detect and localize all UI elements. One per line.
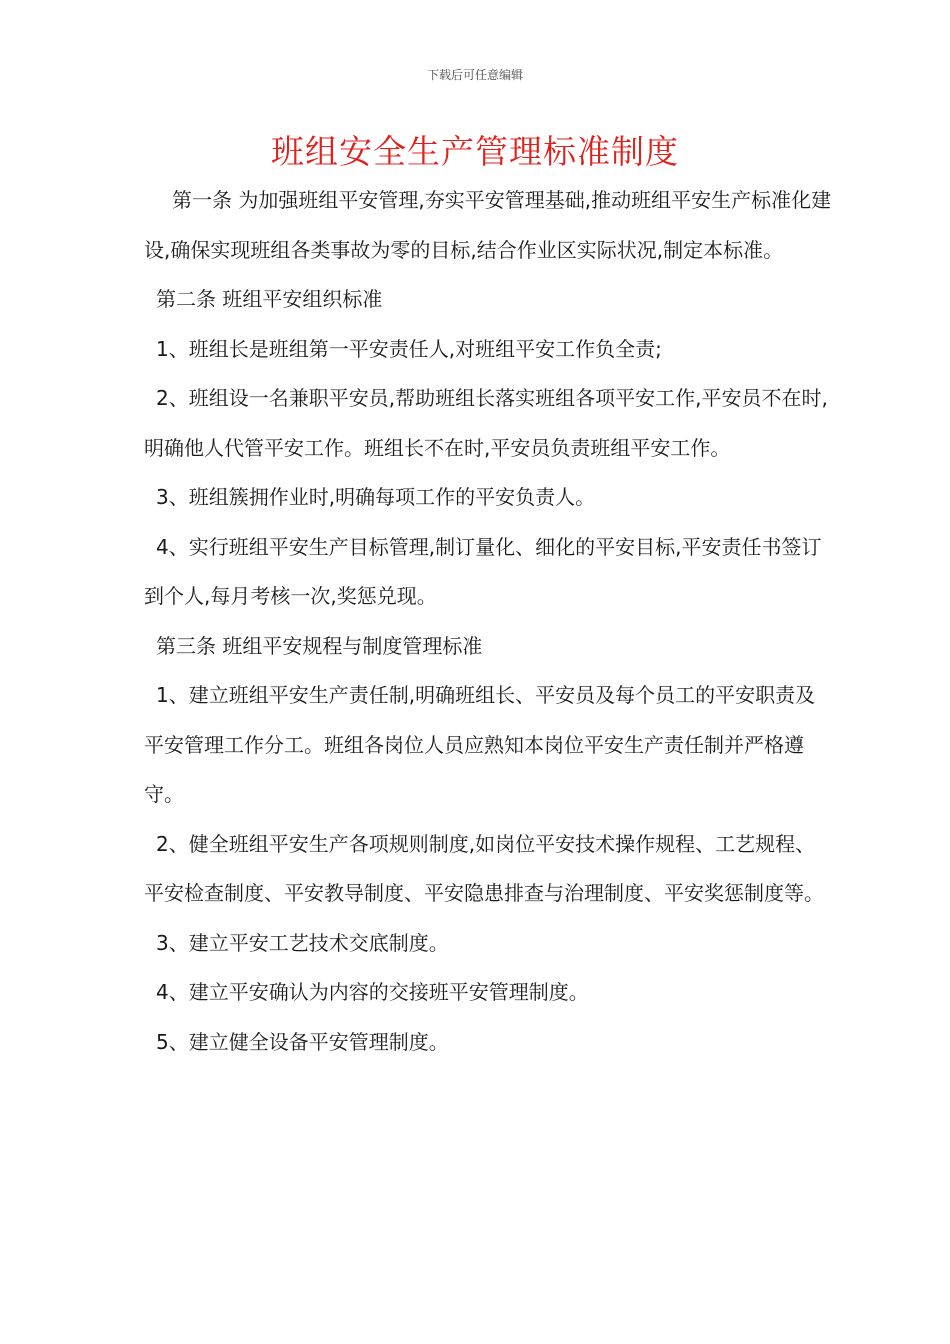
- paragraph-item: 4、建立平安确认为内容的交接班平安管理制度。: [156, 980, 589, 1004]
- paragraph-item: 4、实行班组平安生产目标管理,制订量化、细化的平安目标,平安责任书签订到个人,每月考核一次,奖惩兑现。: [144, 534, 822, 608]
- paragraph-item: 1、班组长是班组第一平安责任人,对班组平安工作负全责;: [156, 336, 662, 361]
- paragraph-item: 3、班组簇拥作业时,明确每项工作的平安负责人。: [156, 485, 596, 509]
- paragraph-article-3-heading: 第三条 班组平安规程与制度管理标准: [156, 633, 483, 658]
- paragraph-article-2-heading: 第二条 班组平安组织标准: [156, 287, 383, 311]
- paragraph-item: 2、健全班组平安生产各项规则制度,如岗位平安技术操作规程、工艺规程、平安检查制度、平安教导制度、平安隐患排查与治理制度、平安奖惩制度等。: [144, 831, 824, 905]
- paragraph-item: 5、建立健全设备平安管理制度。: [156, 1029, 449, 1054]
- paragraph-item: 1、建立班组平安生产责任制,明确班组长、平安员及每个员工的平安职责及平安管理工作分工。班组各岗位人员应熟知本岗位平安生产责任制并严格遵守。: [144, 683, 816, 806]
- paragraph-item: 3、建立平安工艺技术交底制度。: [156, 930, 449, 955]
- paragraph-article-1: 第一条 为加强班组平安管理,夯实平安管理基础,推动班组平安生产标准化建设,确保实现班组各类事故为零的目标,结合作业区实际状况,制定本标准。: [144, 188, 832, 262]
- header-note: 下载后可任意编辑: [426, 68, 523, 82]
- document-body: [144, 176, 834, 1067]
- document-title: 班组安全生产管理标准制度: [271, 132, 679, 171]
- paragraph-item: 2、班组设一名兼职平安员,帮助班组长落实班组各项平安工作,平安员不在时,明确他人代管平安工作。班组长不在时,平安员负责班组平安工作。: [144, 386, 828, 460]
